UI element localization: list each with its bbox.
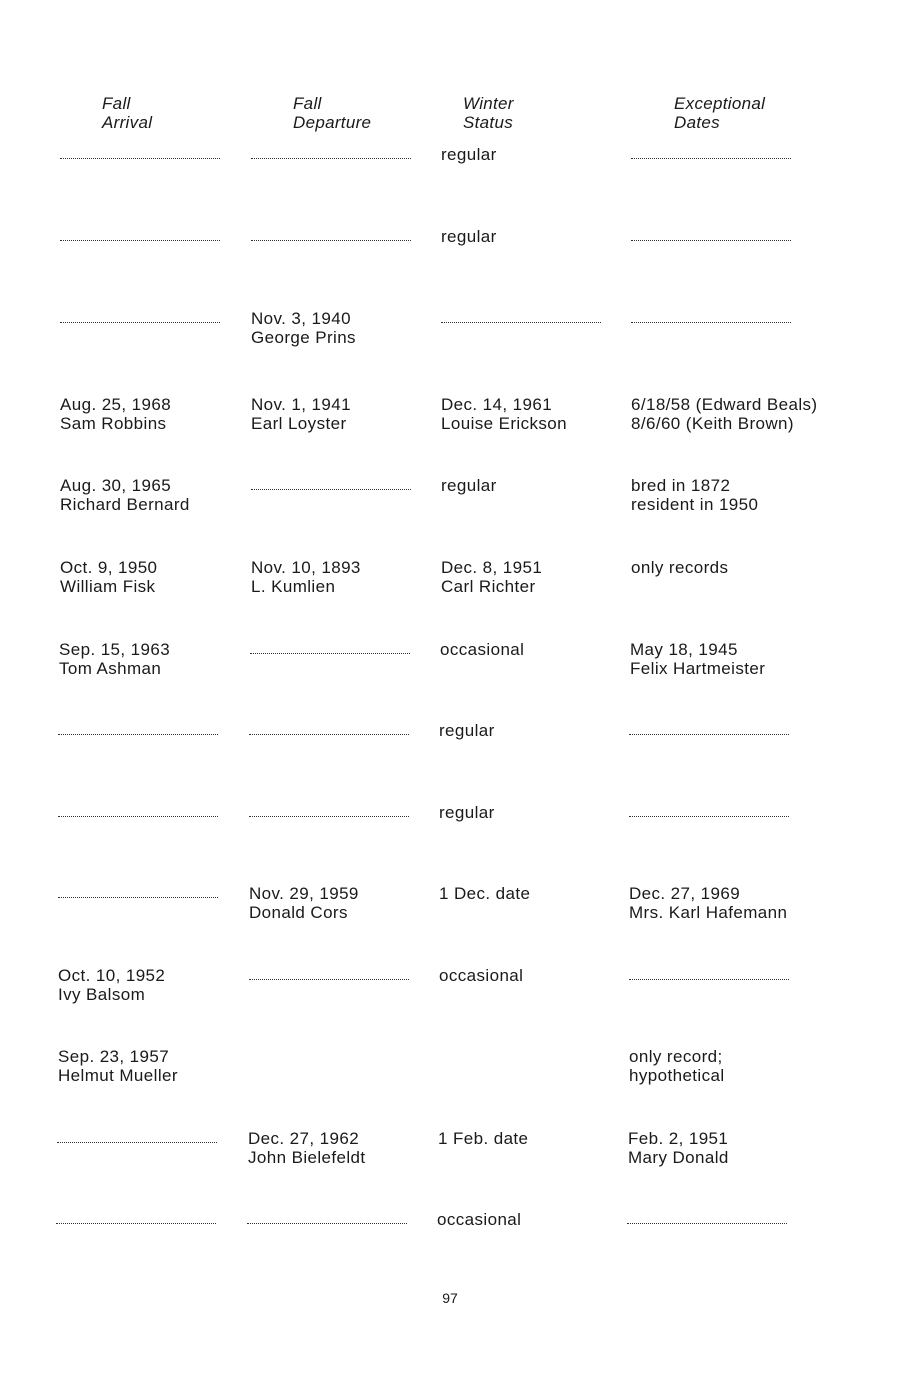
cell-exceptional (631, 476, 758, 514)
cell-line: only record; (629, 1047, 723, 1066)
cell-line: Felix Hartmeister (630, 659, 766, 678)
cell-arrival (58, 1047, 178, 1085)
cell-line: Carl Richter (441, 577, 536, 596)
cell-exceptional (629, 884, 787, 922)
cell-line: regular (439, 803, 495, 822)
cell-line: 6/18/58 (Edward Beals) (631, 395, 818, 414)
table-row (0, 721, 900, 781)
cell-exceptional (631, 395, 817, 433)
cell-line: Tom Ashman (59, 659, 162, 678)
dotted-placeholder (631, 158, 791, 159)
cell-line: hypothetical (629, 1066, 725, 1085)
cell-line: Dec. 27, 1969 (629, 884, 741, 903)
dotted-placeholder (629, 734, 789, 735)
dotted-placeholder (629, 816, 789, 817)
cell-status (439, 966, 523, 985)
dotted-placeholder (251, 240, 411, 241)
cell-status (439, 884, 530, 903)
cell-line: 8/6/60 (Keith Brown) (631, 414, 794, 433)
table-row (0, 227, 900, 287)
dotted-placeholder (249, 816, 409, 817)
dotted-placeholder (60, 158, 220, 159)
cell-status (441, 476, 497, 495)
dotted-placeholder (250, 653, 410, 654)
cell-line: Dec. 14, 1961 (441, 395, 553, 414)
cell-line: John Bielefeldt (248, 1148, 366, 1167)
cell-line: Nov. 29, 1959 (249, 884, 359, 903)
cell-exceptional (628, 1129, 729, 1167)
table-row (0, 558, 900, 618)
cell-line: Earl Loyster (251, 414, 347, 433)
dotted-placeholder (247, 1223, 407, 1224)
cell-line: Aug. 25, 1968 (60, 395, 172, 414)
cell-line: Louise Erickson (441, 414, 568, 433)
cell-line: regular (441, 145, 497, 164)
dotted-placeholder (60, 322, 220, 323)
cell-arrival (60, 395, 171, 433)
cell-line: 1 Dec. date (439, 884, 531, 903)
dotted-placeholder (249, 734, 409, 735)
cell-line: Nov. 1, 1941 (251, 395, 351, 414)
cell-arrival (58, 966, 165, 1004)
cell-status (437, 1210, 521, 1229)
cell-status (440, 640, 524, 659)
page-number: 97 (442, 1290, 458, 1306)
header-line: Fall (102, 94, 131, 113)
cell-line: Helmut Mueller (58, 1066, 178, 1085)
header-line: Departure (293, 113, 372, 132)
table-row (0, 395, 900, 455)
header-fall-arrival (102, 94, 152, 132)
table-row (0, 803, 900, 863)
cell-line: Ivy Balsom (58, 985, 146, 1004)
dotted-placeholder (629, 979, 789, 980)
cell-line: regular (439, 721, 495, 740)
dotted-placeholder (251, 158, 411, 159)
header-line: Winter (463, 94, 514, 113)
table-row (0, 309, 900, 369)
cell-line: Sam Robbins (60, 414, 167, 433)
cell-line: Sep. 15, 1963 (59, 640, 171, 659)
dotted-placeholder (249, 979, 409, 980)
table-row (0, 966, 900, 1026)
table-row (0, 884, 900, 944)
cell-line: L. Kumlien (251, 577, 336, 596)
cell-line: May 18, 1945 (630, 640, 738, 659)
cell-line: only records (631, 558, 729, 577)
cell-line: Nov. 3, 1940 (251, 309, 351, 328)
table-row (0, 640, 900, 700)
cell-line: Donald Cors (249, 903, 348, 922)
cell-line: occasional (440, 640, 525, 659)
cell-line: regular (441, 227, 497, 246)
dotted-placeholder (631, 240, 791, 241)
dotted-placeholder (58, 734, 218, 735)
cell-line: occasional (437, 1210, 522, 1229)
dotted-placeholder (58, 816, 218, 817)
dotted-placeholder (58, 897, 218, 898)
cell-exceptional (630, 640, 765, 678)
cell-status (441, 558, 542, 596)
cell-line: Feb. 2, 1951 (628, 1129, 729, 1148)
cell-arrival (60, 476, 190, 514)
cell-line: regular (441, 476, 497, 495)
cell-line: resident in 1950 (631, 495, 759, 514)
table-row (0, 1129, 900, 1189)
cell-status (439, 803, 495, 822)
header-line: Fall (293, 94, 322, 113)
cell-line: Sep. 23, 1957 (58, 1047, 170, 1066)
cell-status (441, 395, 567, 433)
cell-status (439, 721, 495, 740)
dotted-placeholder (251, 489, 411, 490)
table-row (0, 1210, 900, 1270)
header-line: Exceptional (674, 94, 766, 113)
dotted-placeholder (57, 1142, 217, 1143)
cell-exceptional (629, 1047, 725, 1085)
cell-status (438, 1129, 528, 1148)
cell-arrival (59, 640, 170, 678)
cell-line: Mary Donald (628, 1148, 729, 1167)
table-row (0, 145, 900, 205)
cell-arrival (60, 558, 157, 596)
cell-line: bred in 1872 (631, 476, 731, 495)
dotted-placeholder (627, 1223, 787, 1224)
dotted-placeholder (441, 322, 601, 323)
header-exceptional-dates (674, 94, 765, 132)
cell-line: George Prins (251, 328, 356, 347)
cell-departure (251, 395, 351, 433)
cell-line: Dec. 8, 1951 (441, 558, 543, 577)
cell-departure (249, 884, 359, 922)
table-row (0, 1047, 900, 1107)
dotted-placeholder (60, 240, 220, 241)
header-line: Arrival (102, 113, 153, 132)
cell-status (441, 227, 497, 246)
cell-departure (251, 309, 356, 347)
cell-line: Richard Bernard (60, 495, 190, 514)
cell-status (441, 145, 497, 164)
dotted-placeholder (56, 1223, 216, 1224)
cell-line: Dec. 27, 1962 (248, 1129, 360, 1148)
header-winter-status (463, 94, 514, 132)
cell-departure (251, 558, 361, 596)
header-line: Dates (674, 113, 720, 132)
cell-exceptional (631, 558, 728, 577)
cell-line: Aug. 30, 1965 (60, 476, 172, 495)
dotted-placeholder (631, 322, 791, 323)
header-fall-departure (293, 94, 371, 132)
header-line: Status (463, 113, 513, 132)
cell-line: Oct. 10, 1952 (58, 966, 166, 985)
table-row (0, 476, 900, 536)
cell-line: occasional (439, 966, 524, 985)
cell-departure (248, 1129, 366, 1167)
cell-line: 1 Feb. date (438, 1129, 529, 1148)
cell-line: Mrs. Karl Hafemann (629, 903, 788, 922)
cell-line: Nov. 10, 1893 (251, 558, 361, 577)
cell-line: Oct. 9, 1950 (60, 558, 158, 577)
cell-line: William Fisk (60, 577, 156, 596)
